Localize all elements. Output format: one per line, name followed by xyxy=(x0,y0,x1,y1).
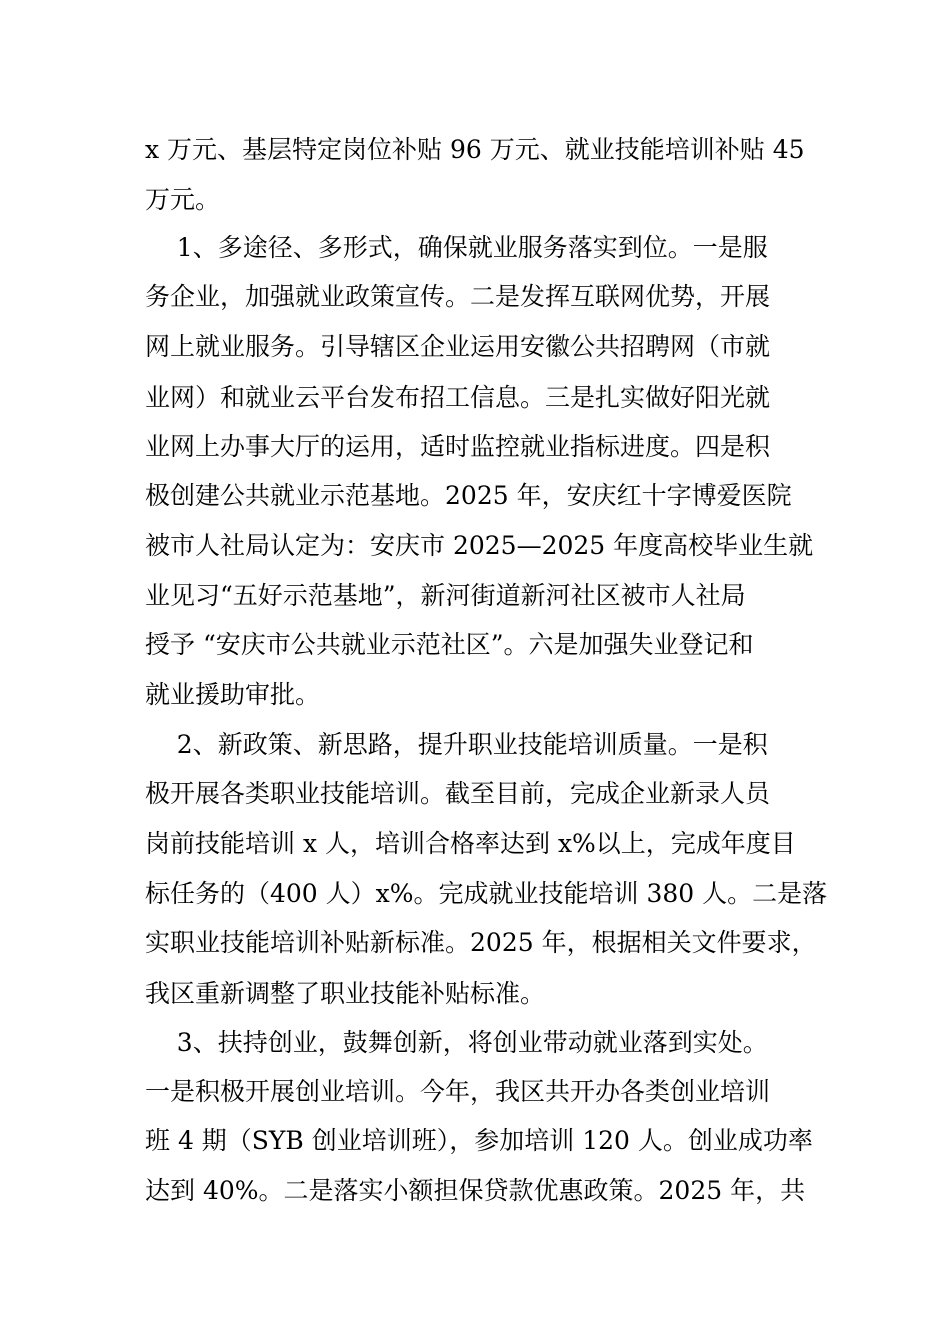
text-line: 授予 “安庆市公共就业示范社区”。六是加强失业登记和 xyxy=(145,630,754,659)
text-line: 岗前技能培训 x 人，培训合格率达到 x%以上，完成年度目 xyxy=(145,829,796,858)
text-line: 就业援助审批。 xyxy=(145,680,321,709)
text-line: 极创建公共就业示范基地。2025 年，安庆红十字博爱医院 xyxy=(145,481,792,510)
text-line: 业网）和就业云平台发布招工信息。三是扎实做好阳光就 xyxy=(145,383,771,412)
paragraph-heading-1: 1、多途径、多形式，确保就业服务落实到位。一是服 xyxy=(145,233,768,262)
text-line: 网上就业服务。引导辖区企业运用安徽公共招聘网（市就 xyxy=(145,332,771,361)
text-line: 达到 40%。二是落实小额担保贷款优惠政策。2025 年，共 xyxy=(145,1176,806,1205)
text-line: 我区重新调整了职业技能补贴标准。 xyxy=(145,979,546,1008)
text-line: 被市人社局认定为：安庆市 2025—2025 年度高校毕业生就 xyxy=(145,531,814,560)
text-line: 实职业技能培训补贴新标准。2025 年，根据相关文件要求， xyxy=(145,928,817,957)
paragraph-heading-3: 3、扶持创业，鼓舞创新，将创业带动就业落到实处。 xyxy=(145,1028,768,1057)
text-line: 万元。 xyxy=(145,185,221,214)
paragraph-heading-2: 2、新政策、新思路，提升职业技能培训质量。一是积 xyxy=(145,730,768,759)
text-line: 标任务的（400 人）x%。完成就业技能培训 380 人。二是落 xyxy=(145,879,828,908)
text-line: 业见习“五好示范基地”，新河街道新河社区被市人社局 xyxy=(145,581,746,610)
text-line: 业网上办事大厅的运用，适时监控就业指标进度。四是积 xyxy=(145,432,771,461)
text-line: 务企业，加强就业政策宣传。二是发挥互联网优势，开展 xyxy=(145,282,771,311)
text-line: 极开展各类职业技能培训。截至目前，完成企业新录人员 xyxy=(145,779,771,808)
text-line: 班 4 期（SYB 创业培训班），参加培训 120 人。创业成功率 xyxy=(145,1126,813,1155)
text-line: x 万元、基层特定岗位补贴 96 万元、就业技能培训补贴 45 xyxy=(145,135,805,164)
text-line: 一是积极开展创业培训。今年，我区共开办各类创业培训 xyxy=(145,1077,771,1106)
